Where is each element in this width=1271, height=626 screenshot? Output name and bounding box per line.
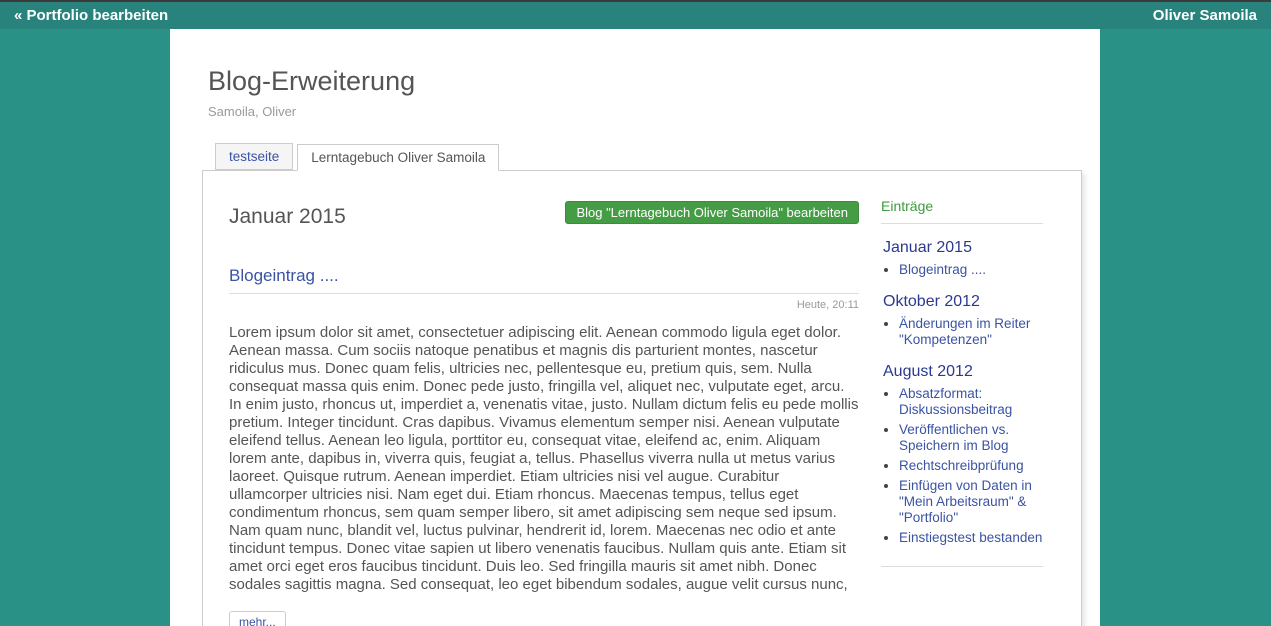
sidebar-month-heading: Oktober 2012: [883, 293, 980, 310]
sidebar-entry-list: [884, 386, 1043, 546]
portfolio-back-link[interactable]: « Portfolio bearbeiten: [14, 7, 169, 24]
sidebar-group-januar-2015: [881, 239, 1043, 278]
tab-lerntagebuch[interactable]: Lerntagebuch Oliver Samoila: [297, 144, 499, 171]
page-title: Blog-Erweiterung: [208, 66, 416, 96]
entry-title-link[interactable]: Blogeintrag ....: [229, 266, 339, 285]
tab-content-panel: [202, 170, 1082, 626]
sidebar-month-heading: August 2012: [883, 363, 973, 380]
entry-link[interactable]: Blogeintrag ....: [899, 262, 987, 277]
sidebar-month-heading: Januar 2015: [883, 239, 972, 256]
topbar: [0, 0, 1271, 29]
entry-link[interactable]: Einfügen von Daten in "Mein Arbeitsraum" & "Portfolio": [899, 478, 1032, 525]
month-header-row: [229, 201, 859, 229]
list-item: [899, 316, 1043, 348]
list-item: [899, 386, 1043, 418]
entry-link[interactable]: Änderungen im Reiter "Kompetenzen": [899, 316, 1031, 347]
entry-timestamp: Heute, 20:11: [796, 299, 859, 311]
sidebar-bottom-divider: [881, 566, 1043, 567]
list-item: [899, 422, 1043, 454]
page-subtitle: Samoila, Oliver: [208, 104, 297, 119]
sidebar-entry-list: [884, 316, 1043, 348]
entry-link[interactable]: Veröffentlichen vs. Speichern im Blog: [899, 422, 1010, 453]
list-item: [899, 530, 1043, 546]
sidebar-group-oktober-2012: [881, 293, 1043, 348]
blog-main-column: [229, 201, 859, 626]
list-item: [899, 458, 1043, 474]
sidebar-divider: [881, 223, 1043, 224]
month-heading: Januar 2015: [229, 205, 346, 228]
entry-link[interactable]: Einstiegstest bestanden: [899, 530, 1043, 545]
entries-sidebar: [881, 198, 1043, 626]
tab-bar: [215, 143, 1100, 170]
tab-testseite[interactable]: testseite: [215, 143, 293, 170]
main-container: [170, 29, 1100, 626]
blog-entry: [229, 266, 859, 626]
entry-body: Lorem ipsum dolor sit amet, consectetuer adipiscing elit. Aenean commodo ligula eget dolor. Aenean massa. Cum sociis natoque penatibus et magnis dis parturient montes, nascetur ridiculus mus. Donec quam felis, ultricies nec, pellentesque eu, pretium quis, sem. Nulla consequat massa quis enim. Donec pede justo, fringilla vel, aliquet nec, vulputate eget, arcu. In enim justo, rhoncus ut, imperdiet a, venenatis vitae, justo. Nullam dictum felis eu pede mollis pretium. Integer tincidunt. Cras dapibus. Vivamus elementum semper nisi. Aenean vulputate eleifend tellus. Aenean leo ligula, porttitor eu, consequat vitae, eleifend ac, enim. Aliquam lorem ante, dapibus in, viverra quis, feugiat a, tellus. Phasellus viverra nulla ut metus varius laoreet. Quisque rutrum. Aenean imperdiet. Etiam ultricies nisi vel augue. Curabitur ullamcorper ultricies nisi. Nam eget dui. Etiam rhoncus. Maecenas tempus, tellus eget condimentum rhoncus, sem quam semper libero, sit amet adipiscing sem neque sed ipsum. Nam quam nunc, blandit vel, luctus pulvinar, hendrerit id, lorem. Maecenas nec odio et ante tincidunt tempus. Donec vitae sapien ut libero venenatis faucibus. Nullam quis ante. Etiam sit amet orci eget eros faucibus tincidunt. Duis leo. Sed fringilla mauris sit amet nibh. Donec sodales sagittis magna. Sed consequat, leo eget bibendum sodales, augue velit cursus nunc,: [229, 324, 859, 593]
user-menu-link[interactable]: Oliver Samoila: [1152, 7, 1257, 24]
entry-link[interactable]: Rechtschreibprüfung: [899, 458, 1024, 473]
sidebar-entry-list: [884, 262, 1043, 278]
sidebar-group-august-2012: [881, 363, 1043, 546]
list-item: [899, 478, 1043, 526]
list-item: [899, 262, 1043, 278]
entry-link[interactable]: Absatzformat: Diskussionsbeitrag: [899, 386, 1013, 417]
more-button[interactable]: mehr...: [229, 611, 286, 626]
edit-blog-button[interactable]: Blog "Lerntagebuch Oliver Samoila" bearbeiten: [565, 201, 859, 224]
entry-divider: [229, 293, 859, 294]
sidebar-title: Einträge: [881, 198, 934, 214]
entry-title: [229, 266, 859, 286]
